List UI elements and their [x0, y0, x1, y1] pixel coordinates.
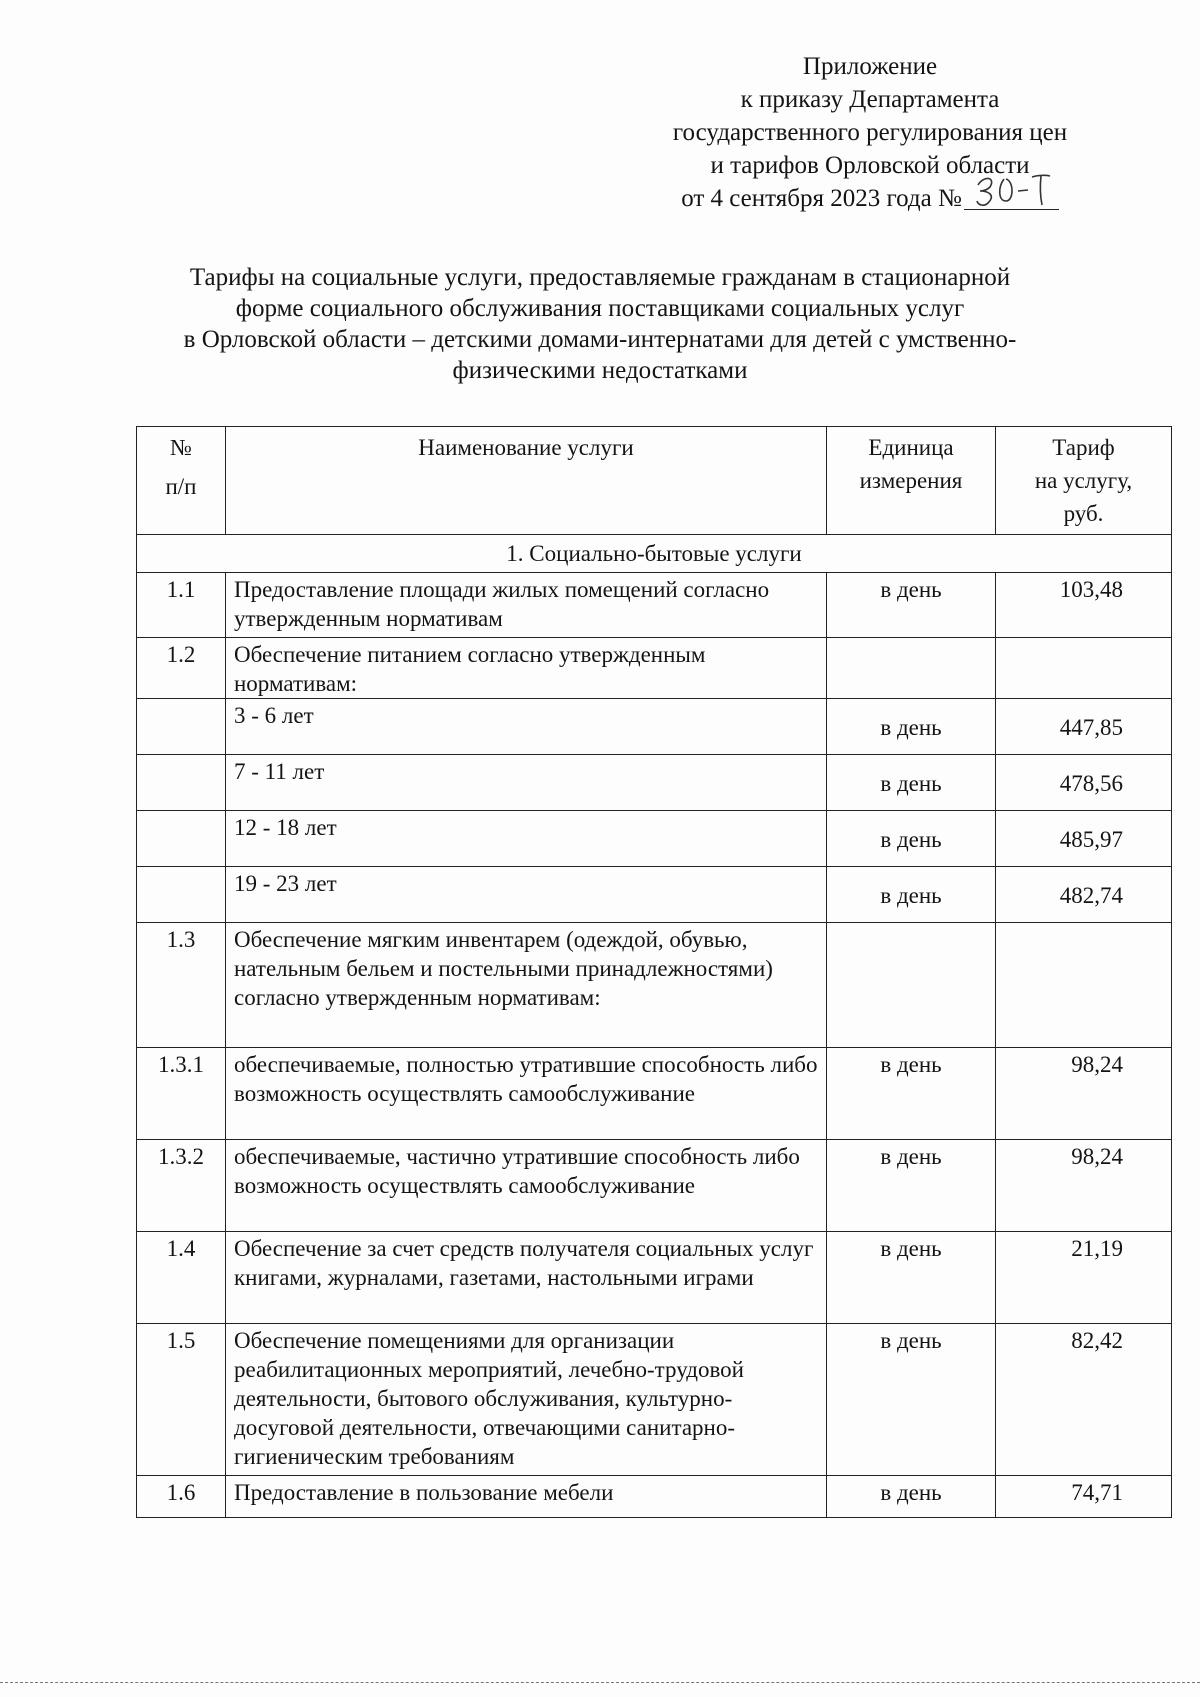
row-tariff [996, 638, 1172, 699]
row-tariff: 482,74 [996, 867, 1172, 923]
title-line: форме социального обслуживания поставщиками социальных услуг [235, 295, 965, 322]
row-number [137, 867, 226, 923]
table-header-row [137, 427, 1172, 535]
header-service-name: Наименование услуги [226, 427, 827, 535]
row-tariff: 21,19 [996, 1232, 1172, 1324]
row-number [137, 811, 226, 867]
header-unit: Единица измерения [827, 427, 996, 535]
table-row [137, 699, 1172, 755]
row-tariff: 98,24 [996, 1140, 1172, 1232]
appendix-header [600, 50, 1140, 215]
row-tariff: 478,56 [996, 755, 1172, 811]
row-number: 1.5 [137, 1324, 226, 1476]
header-tariff: Тариф на услугу, руб. [996, 427, 1172, 535]
row-number: 1.6 [137, 1476, 226, 1518]
row-service-name: Обеспечение за счет средств получателя социальных услуг книгами, журналами, газетами, настольными играми [226, 1232, 827, 1324]
row-unit: в день [827, 1232, 996, 1324]
row-service-name: 3 - 6 лет [226, 699, 827, 755]
row-tariff: 103,48 [996, 573, 1172, 638]
row-unit [827, 638, 996, 699]
table-row [137, 923, 1172, 1048]
row-service-name: Обеспечение питанием согласно утвержденным нормативам: [226, 638, 827, 699]
row-number [137, 699, 226, 755]
row-unit: в день [827, 1324, 996, 1476]
row-number: 1.1 [137, 573, 226, 638]
row-service-name: Предоставление площади жилых помещений согласно утвержденным нормативам [226, 573, 827, 638]
row-unit: в день [827, 1140, 996, 1232]
appendix-line: Приложение [802, 53, 938, 80]
row-unit: в день [827, 1476, 996, 1518]
row-service-name: Обеспечение мягким инвентарем (одеждой, обувью, нательным бельем и постельными принадлежностями) согласно утвержденным нормативам: [226, 923, 827, 1048]
table-row [137, 638, 1172, 699]
row-unit: в день [827, 867, 996, 923]
row-unit: в день [827, 573, 996, 638]
section-title: 1. Социально-бытовые услуги [137, 535, 1172, 573]
table-row [137, 1324, 1172, 1476]
table-row [137, 1048, 1172, 1140]
table-row [137, 1476, 1172, 1518]
row-number: 1.2 [137, 638, 226, 699]
row-tariff: 447,85 [996, 699, 1172, 755]
row-service-name: Обеспечение помещениями для организации реабилитационных мероприятий, лечебно-трудовой деятельности, бытового обслуживания, культурно-досуговой деятельности, отвечающими санитарно-гигиеническим требованиям [226, 1324, 827, 1476]
tariff-table [136, 426, 1172, 1518]
title-line: в Орловской области – детскими домами-интернатами для детей с умственно- [183, 326, 1017, 353]
row-service-name: обеспечиваемые, частично утратившие способность либо возможность осуществлять самообслуживание [226, 1140, 827, 1232]
row-service-name: обеспечиваемые, полностью утратившие способность либо возможность осуществлять самообслуживание [226, 1048, 827, 1140]
row-service-name: 19 - 23 лет [226, 867, 827, 923]
appendix-date-text: от 4 сентября 2023 года № [681, 185, 962, 212]
row-tariff: 485,97 [996, 811, 1172, 867]
appendix-line: и тарифов Орловской области [710, 152, 1030, 179]
appendix-line: государственного регулирования цен [672, 119, 1068, 146]
row-unit [827, 923, 996, 1048]
section-row [137, 535, 1172, 573]
row-number [137, 755, 226, 811]
row-tariff: 98,24 [996, 1048, 1172, 1140]
row-service-name: 12 - 18 лет [226, 811, 827, 867]
row-tariff: 82,42 [996, 1324, 1172, 1476]
table-row [137, 811, 1172, 867]
appendix-date-line [600, 182, 1140, 215]
row-number: 1.3 [137, 923, 226, 1048]
order-number-field [964, 183, 1059, 210]
row-number: 1.3.2 [137, 1140, 226, 1232]
row-unit: в день [827, 755, 996, 811]
row-tariff: 74,71 [996, 1476, 1172, 1518]
table-row [137, 573, 1172, 638]
table-row [137, 1140, 1172, 1232]
document-title [130, 262, 1070, 386]
scan-edge-line [0, 1682, 1200, 1685]
table-row [137, 1232, 1172, 1324]
row-tariff [996, 923, 1172, 1048]
row-number: 1.3.1 [137, 1048, 226, 1140]
handwritten-order-number [974, 171, 1054, 211]
row-service-name: Предоставление в пользование мебели [226, 1476, 827, 1518]
appendix-line: к приказу Департамента [740, 86, 1000, 113]
row-number: 1.4 [137, 1232, 226, 1324]
table-row [137, 755, 1172, 811]
title-line: Тарифы на социальные услуги, предоставляемые гражданам в стационарной [189, 264, 1011, 291]
row-service-name: 7 - 11 лет [226, 755, 827, 811]
row-unit: в день [827, 1048, 996, 1140]
title-line: физическими недостатками [452, 357, 748, 384]
table-row [137, 867, 1172, 923]
row-unit: в день [827, 811, 996, 867]
header-number: № п/п [137, 427, 226, 535]
row-unit: в день [827, 699, 996, 755]
